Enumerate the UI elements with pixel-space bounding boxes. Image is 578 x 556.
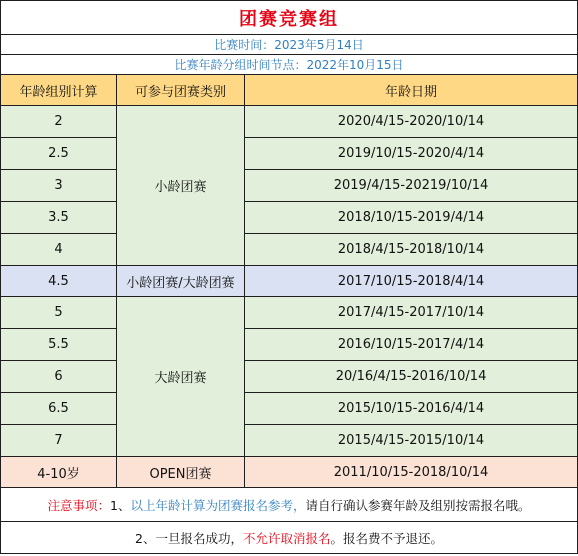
- note-line2-end: 。报名费不予退还。: [330, 530, 444, 546]
- age-cell: 4: [1, 234, 117, 266]
- age-cell: 5.5: [1, 329, 117, 361]
- note-line-1: [1, 488, 578, 522]
- date-cell: 2017/10/15-2018/4/14: [245, 266, 578, 297]
- category-mixed: 小龄团赛/大龄团赛: [117, 266, 245, 297]
- table-row: [1, 106, 578, 138]
- table-row: [1, 457, 578, 488]
- table-row: [1, 425, 578, 457]
- age-cell: 4-10岁: [1, 457, 117, 488]
- table-row: [1, 361, 578, 393]
- table-row: [1, 234, 578, 266]
- date-cell: 2019/4/15-20219/10/14: [245, 170, 578, 202]
- age-cell: 5: [1, 297, 117, 329]
- date-cell: 2017/4/15-2017/10/14: [245, 297, 578, 329]
- note-number: 1、: [110, 497, 131, 513]
- age-cutoff-date: 比赛年龄分组时间节点：2022年10月15日: [1, 55, 578, 75]
- table-row: [1, 202, 578, 234]
- date-cell: 2015/10/15-2016/4/14: [245, 393, 578, 425]
- header-age-calc: 年龄组别计算: [1, 75, 117, 106]
- category-open: OPEN团赛: [117, 457, 245, 488]
- header-category: 可参与团赛类别: [117, 75, 245, 106]
- table-row: [1, 170, 578, 202]
- age-cell: 3: [1, 170, 117, 202]
- note-label: 注意事项：: [47, 497, 111, 513]
- age-cell: 2: [1, 106, 117, 138]
- table-row: [1, 266, 578, 297]
- header-dates: 年龄日期: [245, 75, 578, 106]
- note-line-2: [1, 522, 578, 554]
- date-cell: 2019/10/15-2020/4/14: [245, 138, 578, 170]
- table-title: 团赛竞赛组: [1, 1, 578, 35]
- date-cell: 2018/10/15-2019/4/14: [245, 202, 578, 234]
- age-cell: 6.5: [1, 393, 117, 425]
- note-line2-start: 2、一旦报名成功，: [135, 530, 243, 546]
- category-large: 大龄团赛: [117, 297, 245, 457]
- note-reference-text: 以上年龄计算为团赛报名参考，: [130, 497, 306, 513]
- competition-date: 比赛时间：2023年5月14日: [1, 35, 578, 55]
- table-row: [1, 393, 578, 425]
- no-cancel-text: 不允许取消报名: [242, 530, 331, 546]
- age-cell: 7: [1, 425, 117, 457]
- table-row: [1, 329, 578, 361]
- age-cell: 4.5: [1, 266, 117, 297]
- date-cell: 2011/10/15-2018/10/14: [245, 457, 578, 488]
- date-cell: 20/16/4/15-2016/10/14: [245, 361, 578, 393]
- date-cell: 2015/4/15-2015/10/14: [245, 425, 578, 457]
- date-cell: 2016/10/15-2017/4/14: [245, 329, 578, 361]
- category-small: 小龄团赛: [117, 106, 245, 266]
- table-row: [1, 297, 578, 329]
- date-cell: 2020/4/15-2020/10/14: [245, 106, 578, 138]
- table-row: [1, 138, 578, 170]
- date-cell: 2018/4/15-2018/10/14: [245, 234, 578, 266]
- age-cell: 3.5: [1, 202, 117, 234]
- age-cell: 2.5: [1, 138, 117, 170]
- age-cell: 6: [1, 361, 117, 393]
- note-confirm-text: 请自行确认参赛年龄及组别按需报名哦。: [305, 497, 531, 513]
